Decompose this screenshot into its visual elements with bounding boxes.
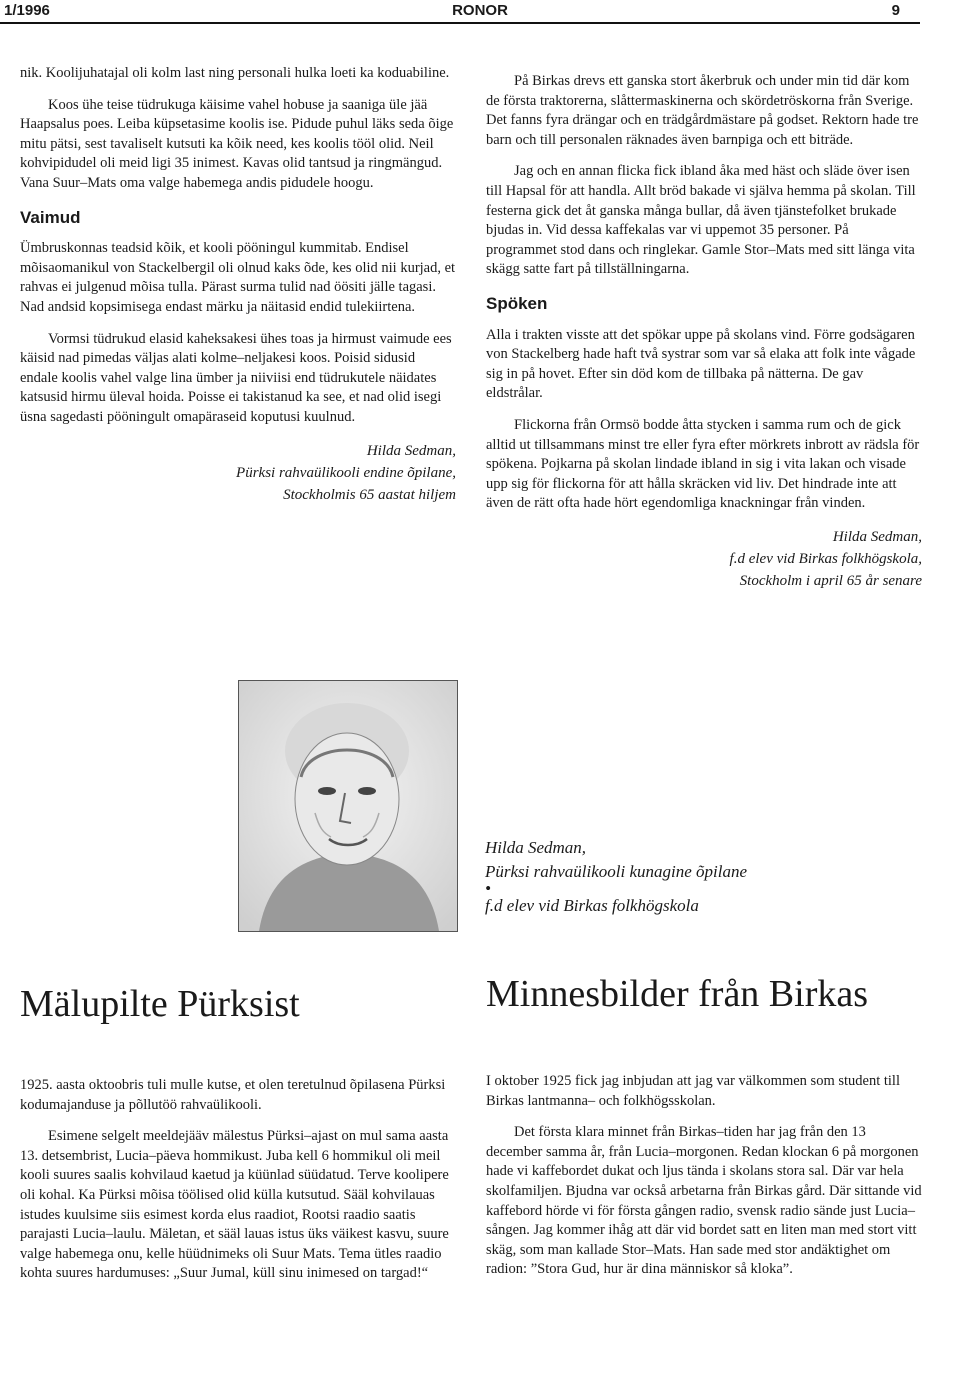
paragraph: På Birkas drevs ett ganska stort åkerbruk och under min tid där kom de första traktorerna, slåttermaskinerna och skördetröskorna från Sverige. Det fanns fyra drängar och en trädgårdmästare på godset. Rektorn hade tre barn och till personalen räknades även barnpiga och ett biträde. [486,73,919,148]
photo-caption [485,836,747,918]
paragraph: Ümbruskonnas teadsid kõik, et kooli pööningul kummitab. Endisel mõisaomanikul von Stackelbergil oli olnud kaks õde, kes olid nii kurjad, et rahvas ei julgenud mõisa tulla. Pärast surma tulid nad öösiti jälle tagasi. Nad andsid kopsimisega endast märku ja näitasid endid tulekiirtena. [20,240,456,315]
signature-line: Pürksi rahvaülikooli endine õpilane, [236,464,456,481]
paragraph: Jag och en annan flicka fick ibland åka med häst och släde över isen till Hapsal för att handla. Allt bröd bakade vi själva hemma på skolan. Till festerna gick det åt ganska många bullar, då även tjänstefolket brukade bjudas in. Vid dessa kaffekalas var vi uppemot 35 personer. På programmet stod dans och ringlekar. Gamle Stor–Mats med sitt länga vita skägg satte fart på tillställningarna. [486,163,916,278]
paragraph: Alla i trakten visste att det spökar uppe på skolans vind. Förre godsägaren von Stackelberg hade haft två systrar som var så elaka att folk inte vågade sig in på hovet. Efter sin död kom de tillbaka på nätterna. De gav eldstrålar. [486,326,916,402]
page-number: 9 [891,2,900,19]
portrait-image [239,681,457,931]
newspaper-name: RONOR [452,2,508,19]
caption-line: f.d elev vid Birkas folkhögskola [485,896,699,915]
paragraph: I oktober 1925 fick jag inbjudan att jag var välkommen som student till Birkas lantmanna– och folkhögsskolan. [486,1073,900,1109]
bullet-icon: • [485,879,491,898]
article-title-estonian: Mälupilte Pürksist [20,983,300,1025]
article-title-swedish: Minnesbilder från Birkas [486,973,869,1015]
signature-line: Hilda Sedman, [366,442,456,459]
paragraph: Koos ühe teise tüdrukuga käisime vahel hobuse ja saaniga üle jää Haapsalus poes. Leiba küpsetasime koolis ise. Pidude puhul läks seda õige mitu pätsi, sest tavaliselt kutsuti ka kõik need, kes koolis tööl olid. Neil kohvipidudel oli meid ligi 35 inimest. Kavas olid tantsud ja ringmängud. Vana Suur–Mats oma valge habemega andis pidudele hoogu. [20,96,454,191]
page-header [0,0,960,22]
paragraph: Flickorna från Ormsö bodde åtta stycken i samma rum och de gick alltid ut tillsammans minst tre eller fyra efter mörkrets inbrott av rädsla för spökena. Pojkarna på skolan lindade ibland in sig i vita lakan och visade upp sig för flickorna för att hålla skräcken vid liv. Det hindrade inte att även de rätt ofta hade hört egendomliga knackningar från vinden. [486,416,920,512]
left-bottom-column [20,1076,456,1296]
portrait-photo [238,680,458,932]
caption-line: Hilda Sedman, [485,838,587,857]
paragraph: nik. Koolijuhatajal oli kolm last ning personali hulka loeti ka koduabiline. [20,65,450,81]
issue-number: 1/1996 [4,2,50,19]
signature-line: Stockholm i april 65 år senare [739,572,922,589]
paragraph: 1925. aasta oktoobris tuli mulle kutse, et olen teretulnud õpilasena Pürksi kodumajanduse ja põllutöö rahvaülikooli. [20,1077,446,1113]
paragraph: Vormsi tüdrukud elasid kaheksakesi ühes toas ja hirmust vaimude ees käisid nad pimedas väljas alati kolme–neljakesi koos. Poisid sidusid endale koolis vahel valge lina ümber ja niiviisi end tüdrukutele näidates katsusid hirmu üleval hoida. Poisse ei takistanud ka see, et nad olid isegi üsna sagedasti pööningult omapäraseid koputusi kuulnud. [20,330,452,425]
signature-line: Hilda Sedman, [832,528,922,545]
paragraph: Det första klara minnet från Birkas–tiden har jag från den 13 december samma år, från Lucia–morgonen. Redan klockan 6 på morgonen hade vi kaffebordet dukat och ljus tända i skolans stora sal. Där var hela skolfamiljen. Bjudna var också arbetarna från Birkas gård. Där sittande vid kaffebord hörde vi för första gången radio, svensk radio sände just Lucia–sången. Jag kommer ihåg att där vid bordet satt en liten man med stort vitt skäg, som man kallade Stor–Mats. Han sade med stor andäktighet om radion: ”Stora Gud, hur är dina människor så kloka”. [486,1124,922,1278]
right-bottom-column [486,1072,922,1292]
paragraph: Esimene selgelt meeldejääv mälestus Pürksi–ajast on mul sama aasta 13. detsembrist, Lucia–päeva hommikust. Juba kell 6 hommikul oli meil kooli suures saalis kohvilaud kaetud ja küünlad süüdatud. Terve koolipere oli kohal. Ka Pürksi mõisa töölised olid külla kutsutud. Sääl kohvilauas istudes kuulsime siis esimest korda elus raadiot, Rootsi raadio saatis parajasti Lucia–laulu. Mäletan, et sääl lauas istus üks väikest kasvu, suure valge habemega onu, kelle hüüdnimeks oli Suur Mats. Tema ütles raadio kohta suures hardumuses: „Suur Jumal, küll sinu inimesed on targad!“ [20,1128,449,1282]
caption-line: Pürksi rahvaülikooli kunagine õpilane [485,862,748,881]
section-heading: Spöken [486,293,548,313]
header-rule [0,22,920,24]
signature-line: Stockholmis 65 aastat hiljem [283,486,456,503]
signature [486,526,922,592]
signature [20,440,456,506]
left-top-column [20,64,456,506]
signature-line: f.d elev vid Birkas folkhögskola, [729,550,922,567]
section-heading: Vaimud [20,207,81,227]
right-top-column [486,72,922,592]
